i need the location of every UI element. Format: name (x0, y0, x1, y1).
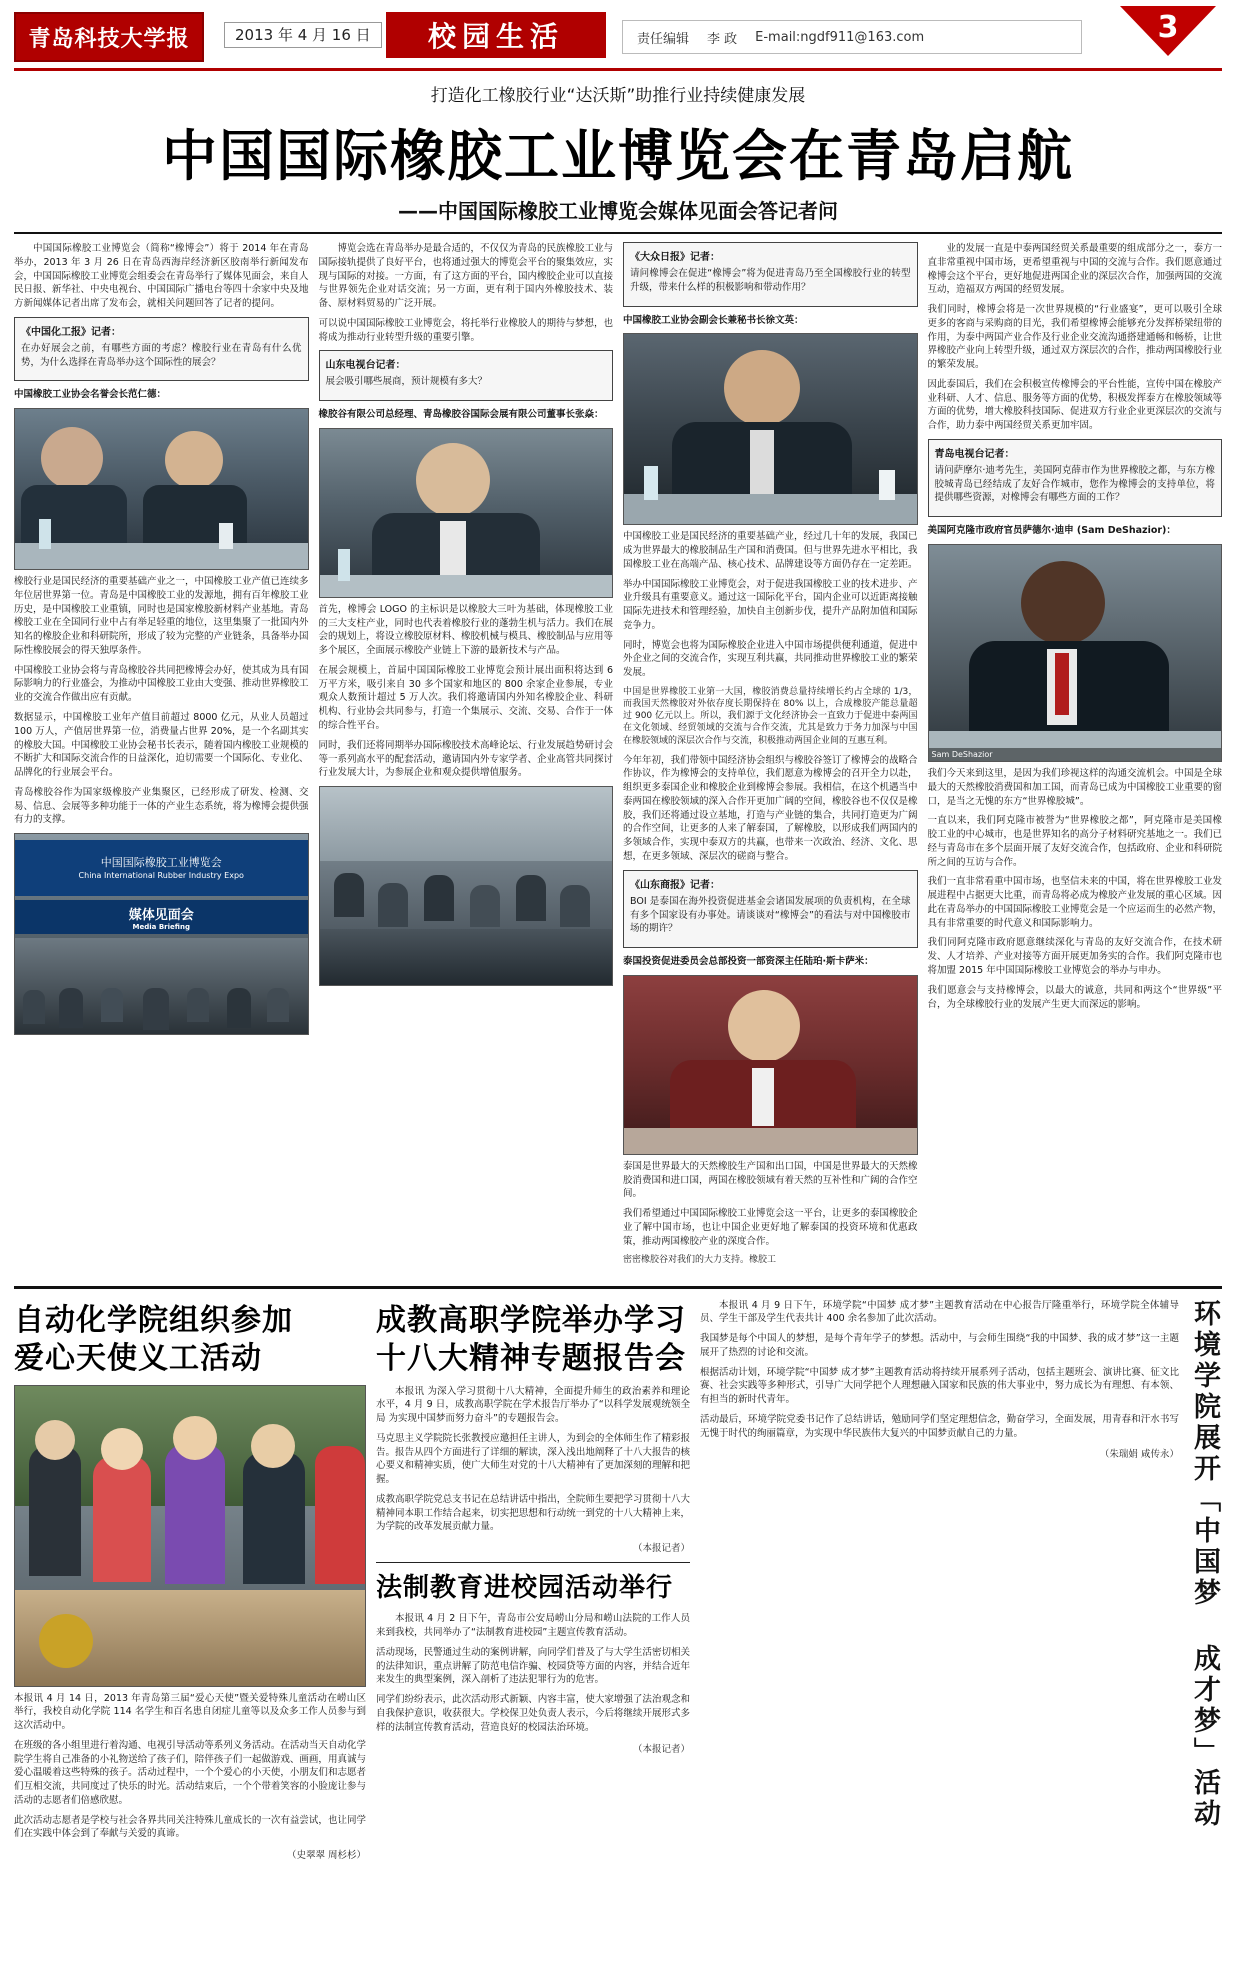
paragraph: 我们同时，橡博会将是一次世界规模的“行业盛宴”，更可以吸引全球更多的客商与采购商的目光，我们希望橡博会能够充分发挥桥梁纽带的作用，为泰中两国产业合作及行业企业交流沟通搭建通畅和畅桥，让世界橡胶产业向上转型升级，通过双方深层次的合作，推动两国橡胶行业的繁荣发展。 (927, 304, 1223, 371)
section-title: 校园生活 (386, 12, 606, 58)
paragraph: 我们今天来到这里，是因为我们珍视这样的沟通交流机会。中国是全球最大的天然橡胶消费国和加工国，而青岛已成为中国橡胶工业重要的窗口，是当之无愧的东方“世界橡胶城”。 (927, 768, 1223, 807)
paragraph: 本报讯 4 月 9 日下午，环境学院“中国梦 成才梦”主题教育活动在中心报告厅隆重举行，环境学院全体辅导员、学生干部及学生代表共计 400 余名参加了此次活动。 (700, 1299, 1179, 1325)
qa-block (623, 242, 918, 307)
paragraph: 同学们纷纷表示，此次活动形式新颖、内容丰富，使大家增强了法治观念和自我保护意识，收获很大。学校保卫处负责人表示，今后将继续开展形式多样的法制宣传教育活动，营造良好的校园法治环境。 (376, 1694, 690, 1733)
question-body: BOI 是泰国在海外投资促进基金会诸国发展项的负责机构，在全球有多个国家设有办事处。请谈谈对“橡博会”的看法与对中国橡胶市场的期许？ (630, 895, 911, 935)
photo-overlay-caption: Sam DeShazior (929, 748, 1222, 761)
story-title-vertical: 环境学院展开「中国梦 成才梦」活动 (1189, 1298, 1220, 1830)
byline: （朱瑞娟 咸传永） (1099, 1449, 1179, 1461)
paragraph: 泰国是世界最大的天然橡胶生产国和出口国，中国是世界最大的天然橡胶消费国和进口国，两国在橡胶领域有着天然的互补性和广阔的合作空间。 (623, 1160, 918, 1200)
answer-speaker: 泰国投资促进委员会总部投资一部资深主任陆珀·斯卡萨米： (623, 956, 874, 968)
question-title: 《山东商报》记者： (630, 879, 720, 891)
headline-kicker: 打造化工橡胶行业“达沃斯”助推行业持续健康发展 (430, 86, 806, 106)
photo-speaker-2 (319, 428, 614, 598)
photo-caption: 密密橡胶谷对我们的大力支持。橡胶工 (623, 1255, 777, 1266)
qa-block (623, 870, 918, 948)
photo-media-briefing: 中国国际橡胶工业博览会 China International Rubber Industry Expo 媒体见面会 Media Briefing (14, 833, 309, 1035)
question-title: 《大众日报》记者： (630, 252, 720, 263)
editor-email: E-mail:ngdf911@163.com (755, 29, 925, 45)
paragraph: 中国国际橡胶工业博览会（简称“橡博会”）将于 2014 年在青岛举办，2013 年 3 月 26 日在青岛西海岸经济新区胶南举行新闻发布会，中国国际橡胶工业博览会组委会在青岛举行了媒体见面会，来自人民日报、新华社、中央电视台、中国国际广播电台等四十余家中央及地方新闻媒体记者出席了发布会，就相关问题回答了记者的提问。 (14, 243, 309, 310)
paragraph: 业的发展一直是中泰两国经贸关系最重要的组成部分之一，泰方一直非常重视中国市场，更希望重视与中国的交流与合作。我们愿意通过橡博会这个平台，更好地促进两国企业的深层次合作，加强两国的交流互动，造福双方两国的经贸发展。 (927, 243, 1223, 296)
question-body: 展会吸引哪些展商，预计规模有多大？ (325, 376, 488, 388)
article-column-1 (14, 242, 309, 1274)
story-legal-education (376, 1573, 690, 1754)
question-title: 青岛电视台记者： (934, 448, 1015, 460)
paragraph: 我们同阿克隆市政府愿意继续深化与青岛的友好交流合作，在技术研发、人才培养、产业对接等方面开展更加务实的合作。我们阿克隆市也将加盟 2015 年中国国际橡胶工业博览会的举办与申办。 (927, 937, 1223, 976)
photo-volunteer-activity (14, 1385, 366, 1687)
article-column-3 (623, 242, 918, 1274)
paragraph: 活动最后，环境学院党委书记作了总结讲话，勉励同学们坚定理想信念，勤奋学习，全面发展，用青春和汗水书写无愧于时代的绚丽篇章，为实现中华民族伟大复兴的中国梦贡献自己的力量。 (700, 1413, 1179, 1439)
answer-speaker: 橡胶谷有限公司总经理、青岛橡胶谷国际会展有限公司董事长张焱： (318, 409, 604, 421)
byline: （本报记者） (632, 1543, 690, 1555)
paragraph: 举办中国国际橡胶工业博览会，对于促进我国橡胶工业的技术进步、产业升级具有重要意义。通过这一国际化平台，国内企业可以近距离接触国际先进技术和管理经验，加快自主创新步伐，提升产品附加值和国际竞争力。 (623, 578, 918, 631)
paragraph: 数据显示，中国橡胶工业年产值目前超过 8000 亿元，从业人员超过 100 万人，产值居世界第一位，消费量占世界 20%，是一个名副其实的橡胶大国。中国橡胶工业协会秘书长表示，随着国内橡胶工业规模的不断扩大和国际交流合作的日益深化，迫切需要一个国际化、专业化、品牌化的行业展会平台。 (14, 712, 309, 779)
question-body: 请问萨摩尔·迪考先生，美国阿克薛市作为世界橡胶之都，与东方橡胶城青岛已经结成了友好合作城市，您作为橡博会的支持单位，将提供哪些资源，对橡博会有哪些方面的工作？ (934, 464, 1215, 504)
paragraph: 橡胶行业是国民经济的重要基础产业之一，中国橡胶工业产值已连续多年位居世界第一位。青岛是中国橡胶工业的发源地，拥有百年橡胶工业历史，是中国橡胶工业重镇，同时也是国家橡胶新材料产业基地。青岛橡胶工业在全国同行业中占有举足轻重的地位，这里集聚了一批国内外知名的橡胶企业和科研院所，形成了较为完整的产业链条，具备举办国际性橡胶展会的得天独厚条件。 (14, 576, 309, 656)
editor-label: 责任编辑 (637, 31, 690, 47)
question-body: 在办好展会之前，有哪些方面的考虑？橡胶行业在青岛有什么优势，为什么选择在青岛举办这个国际性的展会？ (21, 342, 302, 368)
answer-speaker: 中国橡胶工业协会名誉会长范仁德： (14, 389, 167, 401)
editor-name: 李 政 (707, 31, 738, 47)
paragraph: 我们愿意会与支持橡博会，以最大的诚意，共同和两这个“世界级”平台，为全球橡胶行业的发展产生更大而深远的影响。 (927, 984, 1222, 1010)
paragraph: 可以说中国国际橡胶工业博览会，将托举行业橡胶人的期待与梦想，也将成为推动行业转型升级的重要引擎。 (318, 317, 614, 343)
headline-subtitle: ——中国国际橡胶工业博览会媒体见面会答记者问 (14, 195, 1222, 234)
question-title: 山东电视台记者： (325, 360, 406, 372)
photo-caption: 中国是世界橡胶工业第一大国，橡胶消费总量持续增长约占全球的 1/3，而我国天然橡胶对外依存度长期保持在 80% 以上，合成橡胶产能总量超过 900 亿元以上。所以，我们源于文化经济协会一直致力于促进中泰两国在文化领域、经贸领域的交流与合作交流，尤其是致力于务力加深与中国在橡胶领域的深层次合作与交流，积极推动两国企业间的互惠互利。 (623, 686, 918, 746)
article-column-2 (319, 242, 614, 1274)
story-automation-college (14, 1299, 366, 1862)
paragraph: 同时，我们还将同期举办国际橡胶技术高峰论坛、行业发展趋势研讨会等一系列高水平的配套活动，邀请国内外专家学者、企业高管共同探讨行业发展大计，为参展企业和观众提供增值服务。 (318, 739, 614, 779)
paragraph: 马克思主义学院院长张教授应邀担任主讲人，为到会的全体师生作了精彩报告。报告从四个方面进行了详细的解读，深入浅出地阐释了十八大报告的核心要义和精神实质，使广大师生对党的十八大精神有了更加深刻的理解和把握。 (376, 1432, 690, 1486)
date-text: 2013 年 4 月 16 日 (224, 22, 382, 48)
answer-speaker: 中国橡胶工业协会副会长兼秘书长徐文英： (623, 314, 804, 326)
paragraph: 根据活动计划，环境学院“中国梦 成才梦”主题教育活动将持续开展系列子活动，包括主题班会、演讲比赛、征文比赛、社会实践等多种形式，引导广大同学把个人理想融入国家和民族的伟大事业中，努力成长为有理想、有本领、有担当的新时代青年。 (700, 1366, 1179, 1406)
photo-speaker-5 (928, 544, 1223, 762)
answer-speaker: 美国阿克隆市政府官员萨德尔·迪申 (Sam DeShazior)： (927, 525, 1176, 537)
story-title-line2: 十八大精神专题报告会 (376, 1340, 686, 1376)
story-environment-college (700, 1299, 1220, 1862)
qa-block (14, 317, 309, 382)
paragraph: 在展会规模上，首届中国国际橡胶工业博览会预计展出面积将达到 6 万平方米，吸引来自 30 多个国家和地区的 800 余家企业参展，专业观众人数预计超过 5 万人次。我们将邀请国内外知名橡胶企业、科研机构、行业协会共同参与，打造一个集展示、交流、交易、合作于一体的综合性平台。 (318, 664, 614, 732)
paper-logo: 青岛科技大学报 (14, 12, 204, 62)
lead-headline-block (14, 81, 1222, 234)
paragraph: 此次活动志愿者是学校与社会各界共同关注特殊儿童成长的一次有益尝试，也让同学们在实践中体会到了奉献与关爱的真谛。 (14, 1814, 366, 1840)
publication-date (224, 24, 382, 45)
paragraph: 青岛橡胶谷作为国家级橡胶产业集聚区，已经形成了研发、检测、交易、信息、会展等多种功能于一体的产业生态系统，将为橡博会提供强有力的支撑。 (14, 786, 309, 826)
story-title-line1: 自动化学院组织参加 (14, 1302, 293, 1338)
paragraph: 本报讯 4 月 14 日，2013 年青岛第三届“爱心天使”暨关爱特殊儿童活动在崂山区举行，我校自动化学院 114 名学生和百名患自闭症儿童等以及众多工作人员参与到这次活动中。 (14, 1692, 366, 1732)
lower-stories (14, 1286, 1222, 1862)
article-column-4 (928, 242, 1223, 1274)
paragraph: 一直以来，我们阿克隆市被誉为“世界橡胶之都”，阿克隆市是美国橡胶工业的中心城市，也是世界知名的高分子材料研究基地之一。我们已经与青岛市在多个层面开展了友好交流合作，包括政府、企业和科研院所之间的互访与合作。 (927, 815, 1223, 868)
story-title-line2: 爱心天使义工活动 (14, 1340, 262, 1376)
question-body: 请问橡博会在促进“橡博会”将为促进青岛乃至全国橡胶行业的转型升级，带来什么样的积极影响和带动作用？ (630, 268, 911, 293)
masthead (14, 10, 1222, 71)
qa-block (928, 439, 1223, 517)
story-title: 法制教育进校园活动举行 (376, 1573, 674, 1604)
story-adult-education (376, 1303, 690, 1555)
question-title: 《中国化工报》记者： (21, 326, 121, 338)
byline: （史翠翠 周杉杉） (286, 1850, 366, 1862)
paragraph: 中国橡胶工业是国民经济的重要基础产业，经过几十年的发展，我国已成为世界最大的橡胶制品生产国和消费国。但与世界先进水平相比，我国橡胶工业在高端产品、核心技术、品牌建设等方面仍存在一定差距。 (623, 531, 918, 570)
photo-audience (319, 786, 614, 986)
paragraph: 在班级的各小组里进行着沟通、电视引导活动等系列义务活动。在活动当天自动化学院学生将自己准备的小礼物送给了孩子们，陪伴孩子们一起做游戏、画画，用真诚与爱心温暖着这些特殊的孩子。活动过程中，一个个爱心的小天使，小朋友们和志愿者们互相交流，共同度过了快乐的时光。活动结束后，一个个带着笑容的小脸庞让参与活动的志愿者们倍感欣慰。 (14, 1739, 366, 1806)
story-title-line1: 成教高职学院举办学习 (376, 1302, 686, 1338)
paragraph: 同时，博览会也将为国际橡胶企业进入中国市场提供便利通道，促进中外企业之间的交流合作，实现互利共赢，共同推动世界橡胶工业的繁荣发展。 (623, 639, 918, 679)
paragraph: 活动现场，民警通过生动的案例讲解，向同学们普及了与大学生活密切相关的法律知识，重点讲解了防范电信诈骗、校园贷等方面的内容，并结合近年来发生的典型案例，深入剖析了违法犯罪行为的危害。 (376, 1646, 690, 1686)
photo-speaker-3 (623, 333, 918, 525)
main-article-columns (14, 242, 1222, 1274)
paragraph: 中国橡胶工业协会将与青岛橡胶谷共同把橡博会办好，使其成为具有国际影响力的行业盛会，为推动中国橡胶工业由大变强、推动世界橡胶工业的交流合作做出应有贡献。 (14, 664, 309, 704)
byline: （本报记者） (632, 1743, 690, 1755)
paragraph: 因此泰国后，我们在会积极宣传橡博会的平台性能，宣传中国在橡胶产业科研、人才、信息、服务等方面的优势，积极发挥泰方在橡胶领域等方面的优势，增大橡胶科技国际、促进双方行业企业更深层次的交流与合作，助力泰中两国经贸关系更加牢固。 (927, 378, 1223, 432)
paragraph: 首先，橡博会 LOGO 的主标识是以橡胶大三叶为基础，体现橡胶工业的三大支柱产业，同时也代表着橡胶行业的蓬勃生机与活力。我们在展会的规划上，将设立橡胶原材料、橡胶机械与模具、橡胶制品与应用等多个展区，全面展示橡胶产业链上下游的最新技术与产品。 (318, 603, 614, 657)
photo-speaker-4 (623, 975, 918, 1155)
editor-bar (622, 20, 1082, 54)
paragraph: 本报讯 4 月 2 日下午，青岛市公安局崂山分局和崂山法院的工作人员来到我校，共同举办了“法制教育进校园”主题宣传教育活动。 (376, 1613, 690, 1639)
page-number: 3 (1157, 10, 1179, 45)
paragraph: 我们希望通过中国国际橡胶工业博览会这一平台，让更多的泰国橡胶企业了解中国市场，也让中国企业更好地了解泰国的投资环境和优惠政策，推动两国橡胶产业的深度合作。 (623, 1208, 918, 1247)
photo-speaker-1 (14, 408, 309, 570)
page-number-badge (1120, 6, 1216, 68)
paragraph: 本报讯 为深入学习贯彻十八大精神，全面提升师生的政治素养和理论水平，4 月 9 日，成教高职学院在学术报告厅举办了“以科学发展观统领全局 为实现中国梦而努力奋斗”的专题报告会。 (376, 1385, 690, 1425)
paragraph: 博览会选在青岛举办是最合适的，不仅仅为青岛的民族橡胶工业与国际接轨提供了良好平台，也将通过强大的博览会平台的聚集效应，实现与国际的对接。一方面，有了这方面的平台，国内橡胶企业可以直接与世界领先企业对话交流；另一方面，更有利于国内外橡胶技术、装备、原材料贸易的广泛开展。 (318, 243, 614, 310)
qa-block (319, 350, 614, 401)
page-title: 中国国际橡胶工业博览会在青岛启航 (161, 124, 1074, 188)
story-column-center (376, 1299, 690, 1862)
paragraph: 我国梦是每个中国人的梦想，是每个青年学子的梦想。活动中，与会师生围绕“我的中国梦、我的成才梦”这一主题展开了热烈的讨论和交流。 (700, 1333, 1179, 1358)
paragraph: 成教高职学院党总支书记在总结讲话中指出，全院师生要把学习贯彻十八大精神同本职工作结合起来，切实把思想和行动统一到党的十八大精神上来，为学院的改革发展贡献力量。 (376, 1493, 690, 1533)
paragraph: 我们一直非常看重中国市场，也坚信未来的中国，将在世界橡胶工业发展进程中占据更大比重，而青岛将必成为橡胶产业发展的重心区域。因此在青岛举办的中国国际橡胶工业博览会是一个应运而生的必然产物，具有非常重要的时代意义和国际影响力。 (927, 876, 1223, 929)
divider (376, 1562, 690, 1563)
paragraph: 今年年初，我们带领中国经济协会组织与橡胶谷签订了橡博会的战略合作协议，作为橡博会的支持单位，我们愿意为橡博会的召开全力以赴，组织更多泰国企业和橡胶企业到橡博会参展。我相信，在这个机遇当中泰两国在橡胶领域的深入合作开更加广阔的空间，橡胶谷也不仅仅是橡胶，我们还将通过设立基地，打造与产业链的集合，共同打造更为广阔的合作空间，让更多的人来了解泰国，了解橡胶，以形成我们两国内的多领域合作，实现中泰双方的共赢，也带来一次政治、经济、文化、思想，在更多领域、深层次的磋商与整合。 (623, 754, 918, 863)
